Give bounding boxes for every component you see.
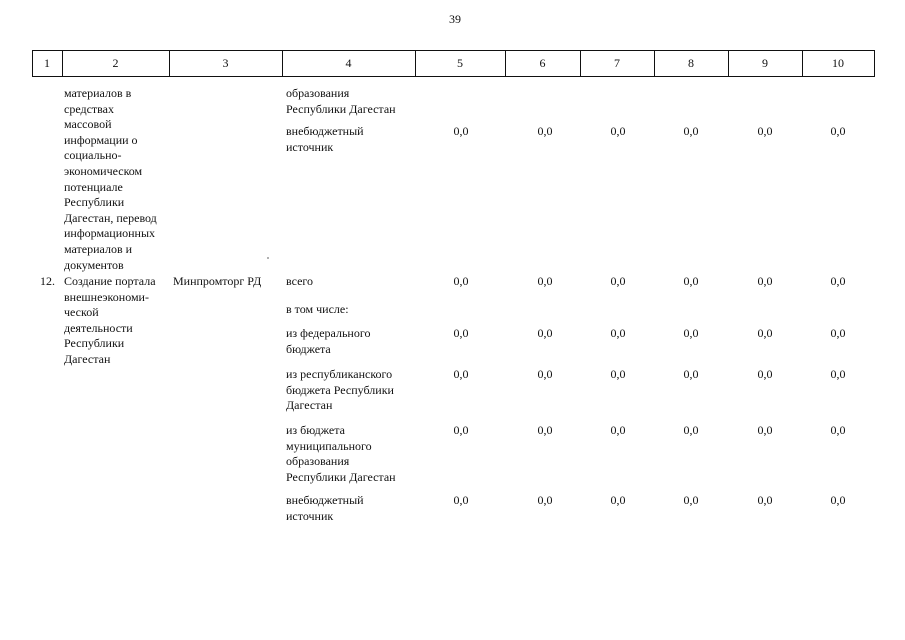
event-name-line: средствах — [64, 101, 115, 116]
header-cell-4: 4 — [345, 56, 352, 70]
value-cell: 0,0 — [453, 367, 469, 381]
header-cell-1: 1 — [44, 56, 50, 70]
funding-source-label — [286, 326, 370, 357]
header-cell-7: 7 — [614, 56, 620, 70]
funding-source-label-line: из бюджета — [286, 423, 345, 437]
event-name-line: ческой — [64, 305, 99, 320]
value-cell: 0,0 — [610, 124, 626, 138]
funding-source-label-line: из республиканского — [286, 367, 393, 381]
funding-source-label-line: бюджета Республики — [286, 382, 394, 397]
event-name-line: Дагестан, перевод — [64, 210, 157, 225]
scan-speck — [267, 257, 269, 259]
value-cell: 0,0 — [453, 326, 469, 340]
value-cell: 0,0 — [453, 493, 469, 507]
value-cell: 0,0 — [683, 124, 699, 138]
funding-source-label-line: источник — [286, 508, 334, 523]
event-name-line: экономическом — [64, 163, 143, 178]
value-cell: 0,0 — [537, 367, 553, 381]
funding-source-label — [286, 302, 349, 318]
header-cell-10: 10 — [832, 56, 844, 70]
column-divider — [874, 50, 875, 77]
funding-source-label-line: источник — [286, 139, 334, 154]
funding-source-label — [286, 274, 313, 290]
value-cell: 0,0 — [610, 493, 626, 507]
continued-event-name — [64, 86, 157, 273]
event-name-line: потенциале — [64, 179, 123, 194]
event-name-line: информационных — [64, 226, 156, 241]
header-cell-8: 8 — [688, 56, 694, 70]
value-cell: 0,0 — [683, 326, 699, 340]
funding-source-label-line: бюджета — [286, 341, 331, 356]
header-cell-9: 9 — [762, 56, 768, 70]
event-name-line: Республики — [64, 336, 125, 351]
value-cell: 0,0 — [683, 274, 699, 288]
header-cell-2: 2 — [112, 56, 119, 70]
funding-source-label — [286, 423, 396, 485]
funding-source-label-line: муниципального — [286, 438, 372, 453]
header-top-rule — [32, 50, 874, 51]
value-cell: 0,0 — [830, 326, 846, 340]
event-name-line: документов — [64, 257, 124, 272]
value-cell: 0,0 — [830, 493, 846, 507]
value-cell: 0,0 — [537, 326, 553, 340]
header-cell-5: 5 — [457, 56, 463, 70]
value-cell: 0,0 — [453, 274, 469, 288]
value-cell: 0,0 — [537, 493, 553, 507]
funding-source-label-line: внебюджетный — [286, 493, 364, 507]
value-cell: 0,0 — [757, 124, 773, 138]
continued-source-label — [286, 86, 396, 117]
value-cell: 0,0 — [537, 274, 553, 288]
funding-source-label-line: Дагестан — [286, 398, 333, 413]
funding-source-label-line: всего — [286, 274, 314, 288]
header-cell-3: 3 — [222, 56, 229, 70]
value-cell: 0,0 — [757, 493, 773, 507]
value-cell: 0,0 — [830, 124, 846, 138]
row-12-number: 12. — [40, 274, 55, 288]
row-12-executor: Минпромторг РД — [173, 274, 262, 288]
page-number: 39 — [449, 12, 461, 26]
value-cell: 0,0 — [537, 124, 553, 138]
event-name-line: Создание портала — [64, 274, 156, 288]
value-cell: 0,0 — [757, 423, 773, 437]
event-name-line: материалов в — [64, 86, 132, 100]
event-name-line: Республики — [64, 195, 125, 210]
event-name-line: материалов и — [64, 241, 133, 256]
funding-source-label — [286, 367, 394, 414]
value-cell: 0,0 — [757, 367, 773, 381]
source-label-line: Республики Дагестан — [286, 101, 396, 116]
event-name-line: внешнеэкономи- — [64, 289, 149, 304]
value-cell: 0,0 — [683, 423, 699, 437]
value-cell: 0,0 — [610, 326, 626, 340]
event-name-line: информации о — [64, 132, 138, 147]
funding-source-label-line: образования — [286, 454, 350, 469]
value-cell: 0,0 — [453, 423, 469, 437]
value-cell: 0,0 — [757, 274, 773, 288]
funding-source-label-line: из федерального — [286, 326, 371, 340]
value-cell: 0,0 — [610, 367, 626, 381]
value-cell: 0,0 — [830, 274, 846, 288]
row-12-event-name — [64, 274, 156, 368]
event-name-line: деятельности — [64, 320, 133, 335]
event-name-line: массовой — [64, 117, 112, 132]
funding-source-label — [286, 124, 364, 155]
value-cell: 0,0 — [830, 423, 846, 437]
value-cell: 0,0 — [683, 367, 699, 381]
source-label-line: образования — [286, 86, 350, 100]
event-name-line: социально- — [64, 148, 122, 163]
value-cell: 0,0 — [453, 124, 469, 138]
value-cell: 0,0 — [610, 423, 626, 437]
value-cell: 0,0 — [537, 423, 553, 437]
funding-source-label-line: внебюджетный — [286, 124, 364, 138]
funding-source-label — [286, 493, 364, 524]
value-cell: 0,0 — [610, 274, 626, 288]
funding-source-label-line: в том числе: — [286, 302, 349, 316]
value-cell: 0,0 — [683, 493, 699, 507]
event-name-line: Дагестан — [64, 351, 111, 366]
value-cell: 0,0 — [757, 326, 773, 340]
header-cell-6: 6 — [539, 56, 546, 70]
value-cell: 0,0 — [830, 367, 846, 381]
funding-source-label-line: Республики Дагестан — [286, 469, 396, 484]
header-bottom-rule — [32, 76, 874, 77]
